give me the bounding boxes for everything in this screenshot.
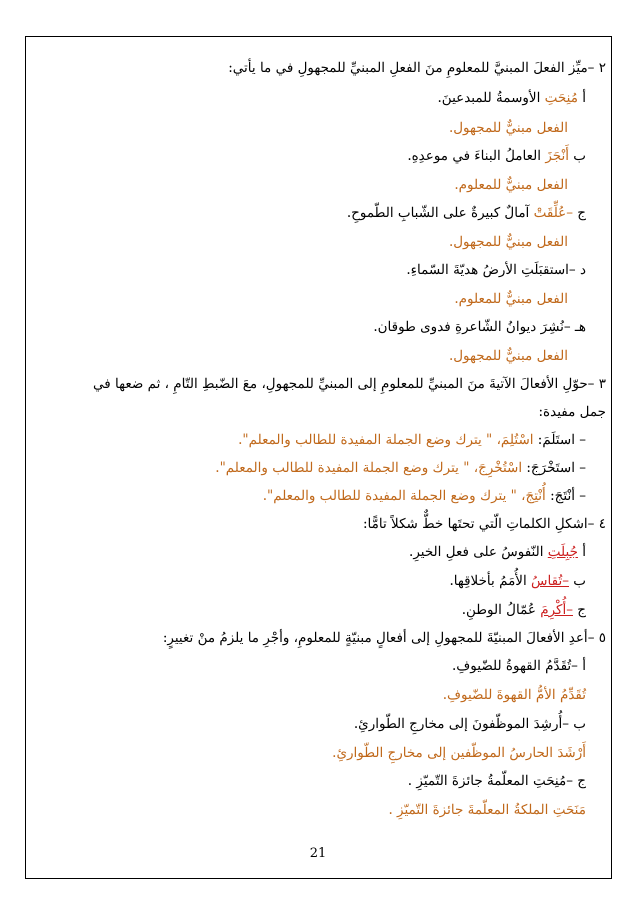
q2-number: ٢ (598, 60, 606, 76)
q3-number: ٣ (598, 376, 606, 392)
q5-item-b (354, 714, 586, 734)
item-verb: – استَلَمَ: (533, 432, 586, 448)
item-verb: –نُشِرَ (540, 319, 571, 335)
q4-item-c (462, 600, 586, 620)
q5-prompt (163, 628, 606, 648)
item-text: –تُقَدَّمُ القهوةُ للضّيوفِ. (451, 658, 578, 674)
item-text: آمالٌ كبيرةٌ على الشّبابِ الطّموحِ. (346, 205, 534, 221)
q3-prompt (93, 374, 606, 394)
item-verb: –عُلِّقَتْ (533, 205, 573, 221)
q5-answer-a: تُقَدِّمُ الأمُّ القهوةَ للضّيوفِ. (442, 687, 586, 703)
item-text: الأوسمةُ للمبدعينَ. (437, 90, 545, 106)
q2-text: –ميِّز الفعلَ المبنيَّ للمعلومِ منَ الفعلِ المبنيِّ للمجهولِ في ما يأتي: (228, 60, 595, 76)
q4-prompt (363, 514, 606, 534)
q2-item-b (407, 146, 586, 166)
underlined-word: جُبِلَتِ (547, 544, 578, 560)
item-letter: د (579, 262, 586, 278)
item-letter: ج (577, 773, 586, 789)
page-number: 21 (309, 846, 327, 861)
item-letter: ج (577, 602, 586, 618)
item-letter: ج (577, 205, 586, 221)
item-letter: أ (582, 90, 586, 106)
item-verb: مُنِحَتِ (544, 90, 578, 106)
item-verb: –استقبَلَتِ (521, 262, 576, 278)
item-answer: اسْتُلِمَ، " يترك وضع الجملة المفيدة للطالب والمعلم". (238, 432, 534, 448)
item-text: عُمّالُ الوطنِ. (461, 602, 541, 618)
answer-text: الفعل مبنيٌّ للمجهول. (448, 234, 568, 250)
item-text: العاملُ البناءَ في موعدِهِ. (407, 148, 546, 164)
q4-text: –اشكلِ الكلماتِ الّتي تحتَها خطٌّ شكلاً تامًّا: (362, 516, 595, 532)
q3-text-line1: –حوّلِ الأفعالَ الآتيةَ منَ المبنيِّ للمعلومِ إلى المبنيِّ للمجهولِ، معَ الضّبطِ التّامِ ، ثم ضعها في (93, 376, 595, 392)
q2-item-d (406, 260, 586, 280)
underlined-word: –أُكْرِمَ (540, 602, 573, 618)
q2-item-a (438, 88, 587, 108)
q2-item-c (347, 203, 586, 223)
q3-item-1 (238, 430, 586, 450)
q5-item-a (452, 656, 586, 676)
item-letter: هـ (574, 319, 586, 335)
item-letter: ب (573, 148, 586, 164)
q3-item-2 (215, 458, 586, 478)
q3-text-line2: جمل مفيدة: (538, 404, 606, 420)
q2-answer-c (449, 232, 568, 252)
item-text: –أُرشِدَ الموظّفونَ إلى مخارجِ الطّوارئِ. (353, 716, 569, 732)
q5-item-c (408, 771, 586, 791)
item-letter: أ (582, 658, 586, 674)
q4-number: ٤ (598, 516, 606, 532)
q5-number: ٥ (598, 630, 606, 646)
q5-answer-c: مَنَحَتِ الملكةُ المعلّمةَ جائزةَ التّميّزِ . (388, 802, 586, 818)
q2-answer-d: الفعل مبنيٌّ للمعلوم. (454, 291, 568, 307)
q2-answer-b: الفعل مبنيٌّ للمعلوم. (454, 177, 568, 193)
q2-answer-e: الفعل مبنيٌّ للمجهول. (448, 348, 568, 364)
q2-prompt (228, 58, 606, 78)
q3-item-3 (263, 486, 586, 506)
item-verb: – أنْتَجَ: (545, 488, 586, 504)
item-text: –مُنِحَتِ المعلّمةُ جائزةَ التّميّزِ . (407, 773, 573, 789)
q5-answer-b: أَرْشَدَ الحارسُ الموظّفين إلى مخارجِ الطّوارئِ. (332, 745, 586, 761)
item-letter: ب (573, 573, 586, 589)
item-answer: أُنْتِجَ، " يترك وضع الجملة المفيدة للطالب والمعلم". (262, 488, 546, 504)
item-letter: ب (573, 716, 586, 732)
item-text: الأرضُ هديّةَ السّماءِ. (406, 262, 522, 278)
item-text: النّفوسُ على فعلِ الخيرِ. (409, 544, 548, 560)
item-text: الأُمَمُ بأخلاقِها. (449, 573, 532, 589)
q2-answer-a: الفعل مبنيٌّ للمجهول. (448, 120, 568, 136)
underlined-word: –تُقاسُ (531, 573, 569, 589)
q4-item-b (449, 571, 586, 591)
q4-item-a (409, 542, 586, 562)
item-text: ديوانُ الشّاعرةِ فدوى طوقان. (373, 319, 541, 335)
item-letter: أ (582, 544, 586, 560)
item-answer: اسْتُخْرِجَ، " يترك وضع الجملة المفيدة للطالب والمعلم". (215, 460, 523, 476)
q5-text: –أعدِ الأفعالَ المبنيّةَ للمجهولِ إلى أفعالٍ مبنيّةٍ للمعلومِ، وأجْرِ ما يلزمُ منْ تغييرٍ: (162, 630, 595, 646)
q2-item-e (373, 317, 586, 337)
item-verb: – استَخْرَجَ: (522, 460, 586, 476)
item-verb: أَنْجَزَ (545, 148, 569, 164)
